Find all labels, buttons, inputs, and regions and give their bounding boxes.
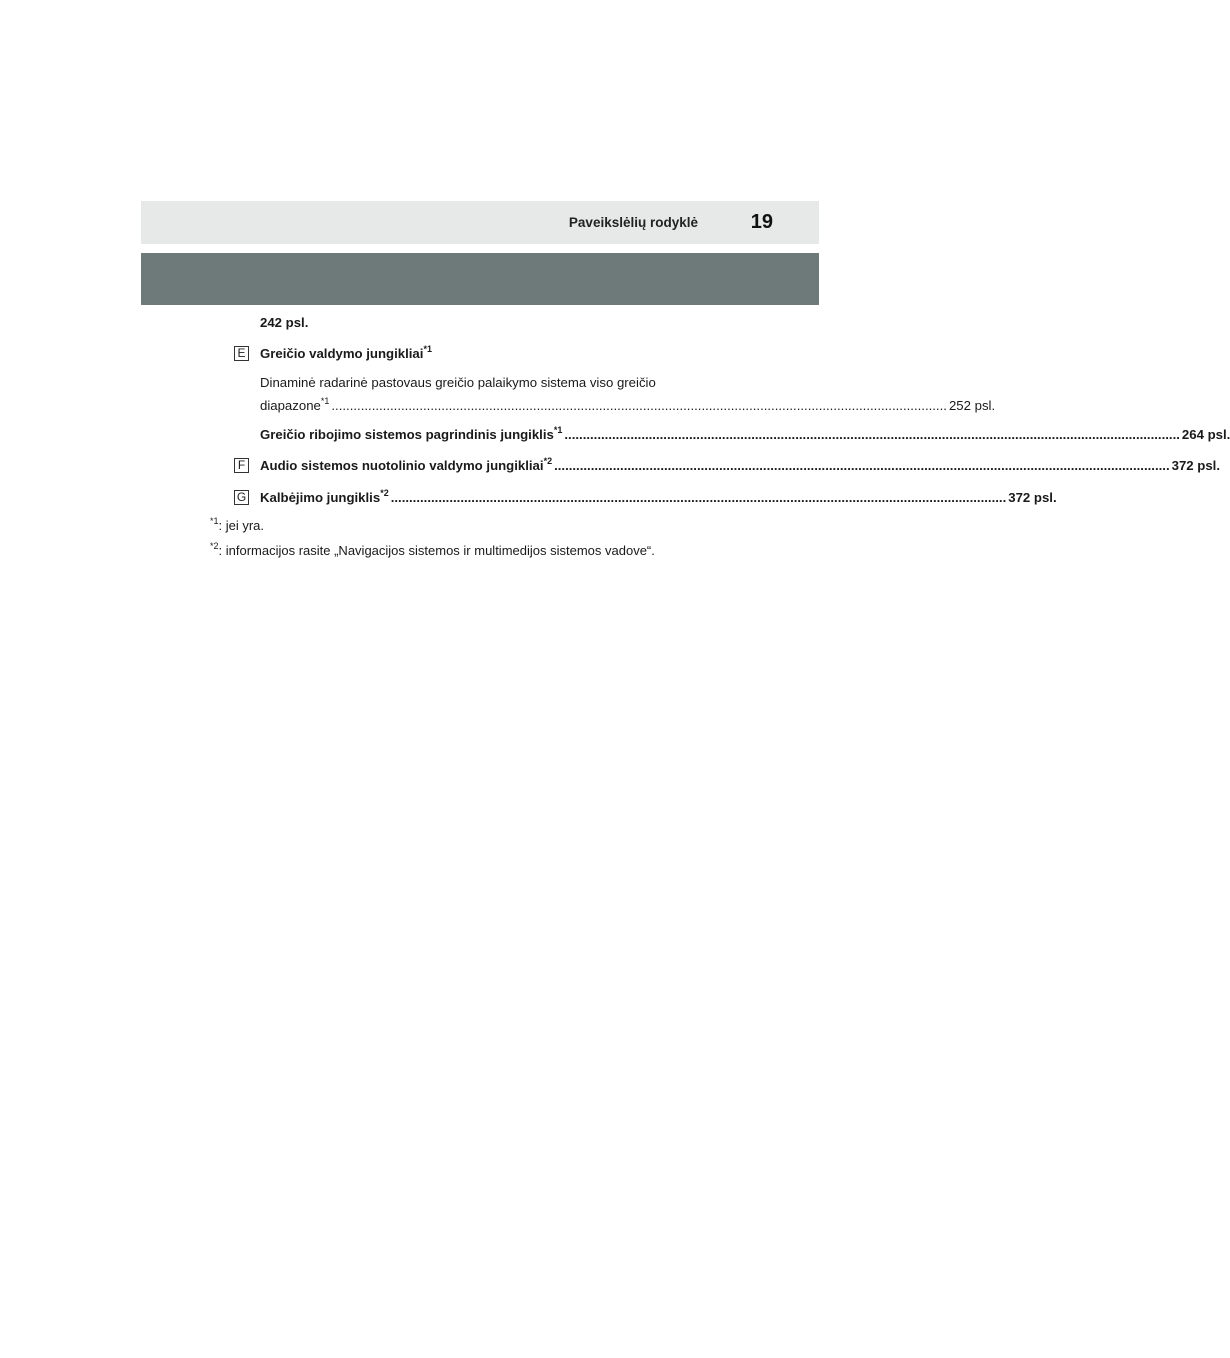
entry-dynamic-radar-line1: Dinaminė radarinė pastovaus greičio palaikymo sistema viso greičio <box>260 375 656 390</box>
footnote-ref: *1 <box>320 396 330 406</box>
footnote-text: : informacijos rasite „Navigacijos sistemos ir multimedijos sistemos vadove“. <box>218 543 655 558</box>
footnote-mark: *1 <box>210 516 219 526</box>
marker-e: E <box>234 346 249 361</box>
entry-title: Greičio valdymo jungikliai <box>260 346 424 361</box>
entry-dynamic-radar[interactable] <box>260 396 996 414</box>
entry-title: Kalbėjimo jungiklis <box>260 490 381 505</box>
dot-leader: ........................................................................................................................................................................ <box>390 490 1007 505</box>
entry-title: Greičio ribojimo sistemos pagrindinis jungiklis <box>260 427 554 442</box>
footnote-ref: *2 <box>543 456 553 466</box>
section-band <box>141 253 819 305</box>
dot-leader: ........................................................................................................................................................................ <box>554 458 1170 473</box>
footnote-ref: *1 <box>423 344 432 354</box>
entry-title: diapazone <box>260 398 321 413</box>
dot-leader: ........................................................................................................................................................................ <box>564 427 1180 442</box>
footnote-1 <box>210 517 264 534</box>
entry-speed-limiter-switch[interactable] <box>260 425 1230 443</box>
page-ref: 372 psl. <box>1008 490 1057 505</box>
page-ref: 264 psl. <box>1181 427 1230 442</box>
marker-f: F <box>234 458 249 473</box>
entry-audio-remote-switches[interactable] <box>260 456 1221 474</box>
marker-g: G <box>234 490 249 505</box>
footnote-2 <box>210 542 655 559</box>
header-title: Paveikslėlių rodyklė <box>568 215 698 230</box>
footnote-ref: *1 <box>553 425 563 435</box>
page-number: 19 <box>750 211 773 233</box>
dot-leader: ........................................................................................................................................................................ <box>331 398 947 413</box>
entry-speed-control-switches <box>260 345 721 362</box>
page-ref: 252 psl. <box>948 398 996 413</box>
entry-talk-switch[interactable] <box>260 488 1057 506</box>
page-header <box>141 201 819 244</box>
page-ref: 372 psl. <box>1171 458 1221 473</box>
footnote-ref: *2 <box>380 488 389 498</box>
footnote-text: : jei yra. <box>218 518 265 533</box>
footnote-mark: *2 <box>210 541 219 551</box>
continued-page-ref: 242 psl. <box>260 315 309 330</box>
entry-title: Audio sistemos nuotolinio valdymo jungikliai <box>260 458 544 473</box>
